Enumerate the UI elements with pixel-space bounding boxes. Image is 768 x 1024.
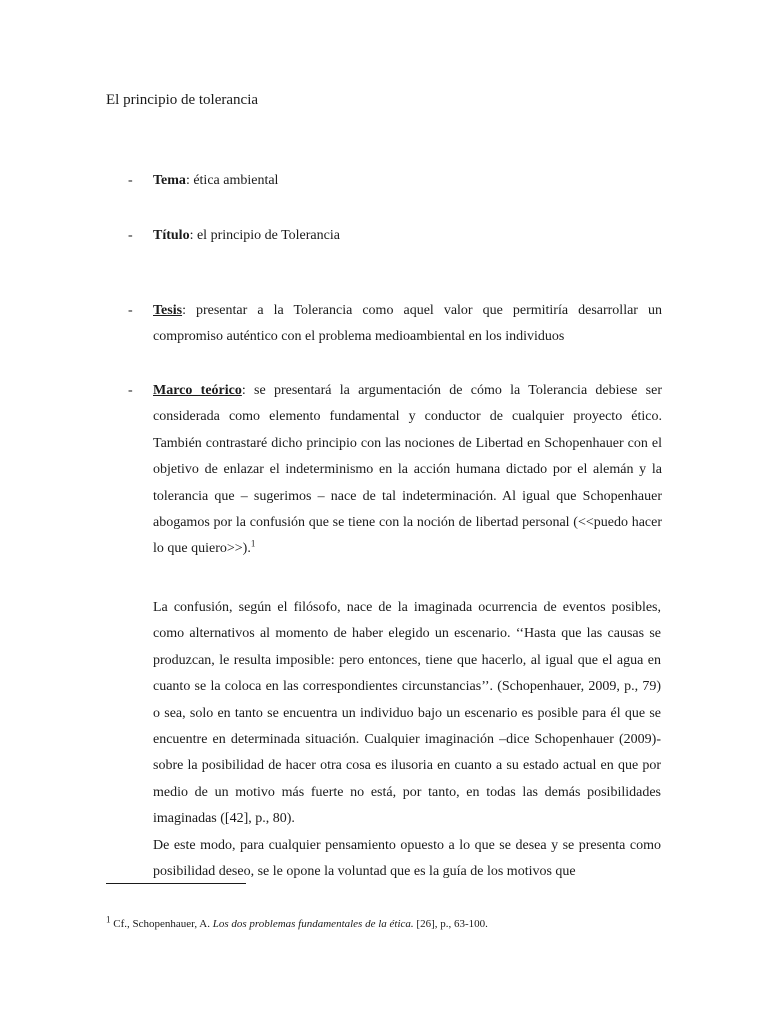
- item-text: : el principio de Tolerancia: [189, 228, 340, 243]
- item-key: Título: [153, 228, 190, 243]
- body-paragraphs: [153, 595, 661, 885]
- footnote-suffix: [26], p., 63-100.: [413, 918, 488, 930]
- footnote-work-title: Los dos problemas fundamentales de la ética.: [212, 918, 414, 930]
- list-dash: -: [128, 303, 133, 318]
- list-dash: -: [128, 173, 133, 188]
- item-key: Marco teórico: [153, 383, 242, 398]
- footnote-prefix: Cf., Schopenhauer, A.: [110, 918, 213, 930]
- list-dash: -: [128, 228, 133, 243]
- item-text: : presentar a la Tolerancia como aquel valor que permitiría desarrollar un compromiso auténtico con el problema medioambiental en los individuos: [153, 303, 662, 345]
- body-paragraph: De este modo, para cualquier pensamiento opuesto a lo que se desea y se presenta como posibilidad deseo, se le opone la voluntad que es la guía de los motivos que: [153, 837, 661, 880]
- list-dash: -: [128, 383, 133, 398]
- document-title: El principio de tolerancia: [106, 92, 259, 108]
- footnote: [106, 914, 488, 931]
- item-key: Tema: [153, 173, 186, 188]
- list-item-marco-teorico: [128, 378, 662, 563]
- item-text: : se presentará la argumentación de cómo la Tolerancia debiese ser considerada como elemento fundamental y conductor de cualquier proyecto ético. También contrastaré dicho principio con las nociones de Libertad en Schopenhauer con el objetivo de enlazar el indeterminismo en la acción humana dictado por el alemán y la tolerancia que – sugerimos – nace de tal indeterminación. Al igual que Schopenhauer abogamos por la confusión que se tiene con la noción de libertad personal (<<puedo hacer lo que quiero>>).: [153, 383, 662, 557]
- list-item-titulo: [128, 223, 662, 249]
- footnote-reference[interactable]: 1: [250, 538, 256, 549]
- body-paragraph: La confusión, según el filósofo, nace de la imaginada ocurrencia de eventos posibles, como alternativos al momento de haber elegido un escenario. ‘‘Hasta que las causas se produzcan, le resulta imposible: pero entonces, tiene que hacerlo, al igual que el agua en cuanto se la coloca en las correspondientes circunstancias’’. (Schopenhauer, 2009, p., 79) o sea, solo en tanto se encuentra un individuo bajo un escenario es posible para él que se encuentre en determinada situación. Cualquier imaginación –dice Schopenhauer (2009)- sobre la posibilidad de hacer otra cosa es ilusoria en cuanto a su estado actual en que por medio de un motivo más fuerte no está, por tanto, en todas las demás posibilidades imaginadas ([42], p., 80).: [153, 600, 661, 827]
- list-item-tema: [128, 168, 662, 194]
- footnote-separator: [106, 883, 246, 884]
- item-key: Tesis: [153, 303, 183, 318]
- list-item-tesis: [128, 298, 662, 351]
- item-text: : ética ambiental: [185, 173, 279, 188]
- footnote-number: 1: [106, 914, 111, 925]
